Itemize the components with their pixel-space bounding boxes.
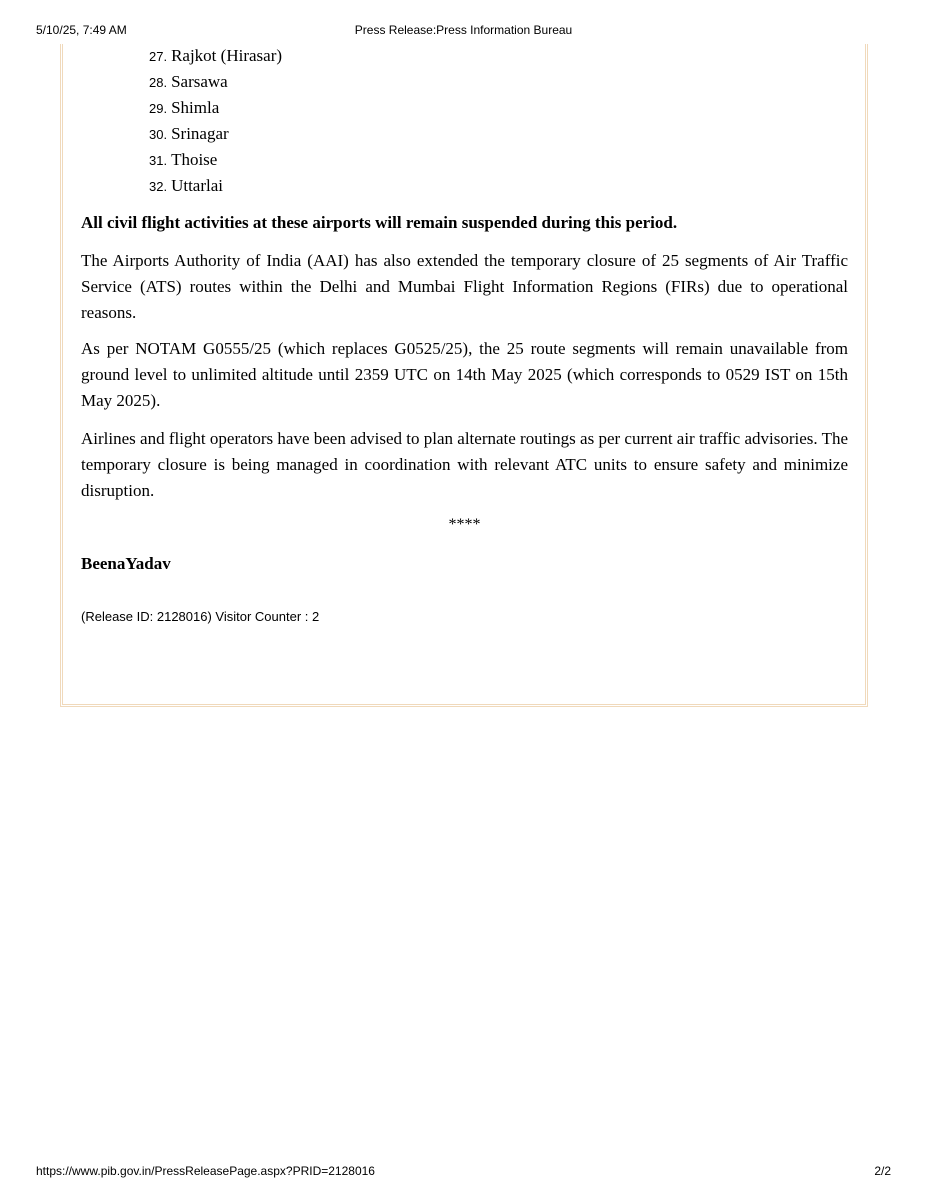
print-footer — [0, 1164, 927, 1180]
page-url: https://www.pib.gov.in/PressReleasePage.aspx?PRID=2128016 — [36, 1164, 375, 1178]
section-separator: **** — [448, 516, 481, 533]
suspension-notice: All civil flight activities at these airports will remain suspended during this period. — [81, 213, 678, 232]
airport-list — [149, 45, 282, 201]
list-item: 32. Uttarlai — [149, 176, 223, 195]
aai-paragraph: The Airports Authority of India (AAI) has also extended the temporary closure of 25 segments of Air Traffic Service (ATS) routes within the Delhi and Mumbai Flight Information Regions (FIRs) due to operational reasons. — [81, 251, 848, 322]
airlines-paragraph: Airlines and flight operators have been advised to plan alternate routings as per current air traffic advisories. The temporary closure is being managed in coordination with relevant ATC units to ensure safety and minimize disruption. — [81, 429, 848, 500]
press-release-frame — [60, 44, 868, 707]
list-item: 31. Thoise — [149, 150, 218, 169]
print-datetime: 5/10/25, 7:49 AM — [36, 23, 127, 37]
print-header — [0, 23, 927, 39]
list-item: 30. Srinagar — [149, 124, 229, 143]
author-name: BeenaYadav — [81, 554, 171, 573]
list-item: 29. Shimla — [149, 98, 220, 117]
release-info: (Release ID: 2128016) Visitor Counter : 2 — [81, 609, 320, 624]
list-item: 27. Rajkot (Hirasar) — [149, 46, 283, 65]
page-title: Press Release:Press Information Bureau — [354, 23, 573, 37]
list-item: 28. Sarsawa — [149, 72, 228, 91]
page-number: 2/2 — [874, 1164, 891, 1178]
notam-paragraph: As per NOTAM G0555/25 (which replaces G0525/25), the 25 route segments will remain unavailable from ground level to unlimited altitude until 2359 UTC on 14th May 2025 (which corresponds to 0529 IST on 15th May 2025). — [81, 339, 848, 410]
